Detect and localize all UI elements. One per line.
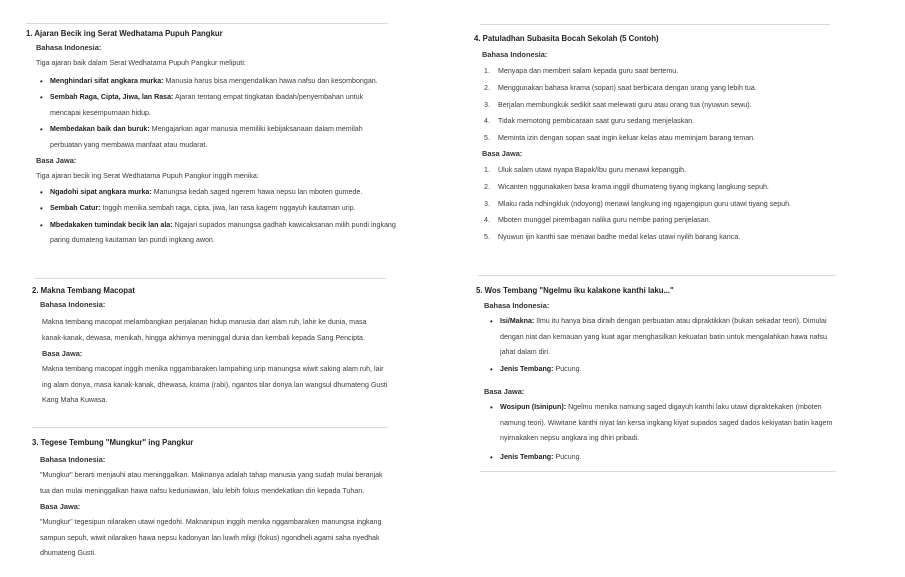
section-divider bbox=[480, 471, 836, 472]
item-text: Wicanten nggunakaken basa krama inggil dhumateng tiyang ingkang langkung sepuh. bbox=[498, 182, 769, 191]
item-text: Berjalan membungkuk sedikit saat melewati guru atau orang tua (nyuwun sewu). bbox=[498, 100, 752, 109]
section-divider bbox=[32, 427, 388, 428]
section-5-id-label: Bahasa Indonesia: bbox=[484, 301, 550, 310]
list-item bbox=[38, 122, 378, 153]
item-number: 4. bbox=[484, 216, 490, 225]
list-item bbox=[38, 90, 378, 121]
list-item bbox=[488, 362, 844, 378]
bullet-icon: • bbox=[490, 317, 493, 326]
item-text: Ajaran tentang empat tingkatan ibadah/penyembahan untuk mencapai kesempurnaan hidup. bbox=[50, 93, 364, 117]
item-text: Mengajarkan agar manusia memiliki kebijaksanaan dalam memilah perbuatan yang membawa manfaat atau mudarat. bbox=[50, 125, 363, 149]
section-1-title: 1. Ajaran Becik ing Serat Wedhatama Pupuh Pangkur bbox=[26, 29, 223, 38]
section-4-title: 4. Patuladhan Subasita Bocah Sekolah (5 Contoh) bbox=[474, 34, 659, 43]
list-item bbox=[484, 212, 864, 229]
section-1-jv-label: Basa Jawa: bbox=[36, 156, 77, 165]
section-3-id-label: Bahasa Indonesia: bbox=[40, 455, 106, 464]
item-number: 2. bbox=[484, 182, 490, 191]
section-divider bbox=[26, 23, 388, 24]
list-item bbox=[484, 229, 864, 246]
item-text: Inggih menika sembah raga, cipta, jiwa, lan rasa kagem nggayuh kautaman urip. bbox=[102, 204, 356, 212]
item-number: 4. bbox=[484, 117, 490, 126]
list-item bbox=[484, 162, 864, 179]
item-text: Tidak memotong pembicaraan saat guru sedang menjelaskan. bbox=[498, 117, 695, 126]
item-text: Manungsa kedah saged ngerem hawa nepsu lan mboten gumede. bbox=[153, 187, 363, 196]
item-term: Sembah Catur: bbox=[50, 204, 101, 212]
item-text: Menggunakan bahasa krama (sopan) saat berbicara dengan orang yang lebih tua. bbox=[498, 83, 757, 92]
section-1-jv-list bbox=[26, 185, 410, 249]
list-item bbox=[38, 185, 410, 201]
section-divider bbox=[480, 24, 830, 25]
item-number: 3. bbox=[484, 100, 490, 109]
section-3-jv-text: "Mungkur" tegesipun nilaraken utawi ngedohi. Maknanipun inggih menika nggambaraken manungsa ingkang sampun sepuh, wiwit nilaraken hawa nepsu kadonyan lan luwih mligi (fokus) ngondheli agami saha nyedhak dhumateng Gusti. bbox=[40, 518, 382, 557]
section-2-title: 2. Makna Tembang Macopat bbox=[32, 286, 135, 295]
bullet-icon: • bbox=[490, 403, 493, 412]
section-3 bbox=[32, 438, 402, 562]
bullet-icon: • bbox=[490, 364, 493, 374]
list-item bbox=[38, 74, 378, 90]
list-item bbox=[484, 113, 854, 130]
section-divider bbox=[34, 278, 386, 279]
section-2-id-text: Makna tembang macopat melambangkan perjalanan hidup manusia dari alam ruh, lahir ke dunia, masa kanak-kanak, dewasa, menikah, hingga akhirnya meninggal dunia dan kembali kepada Sang Pencipta. bbox=[42, 318, 367, 342]
list-item bbox=[488, 400, 848, 447]
list-item bbox=[484, 196, 864, 213]
section-5-jv-list bbox=[476, 400, 848, 465]
section-1-id-intro: Tiga ajaran baik dalam Serat Wedhatama Pupuh Pangkur meliputi: bbox=[36, 59, 246, 67]
item-number: 1. bbox=[484, 67, 490, 75]
list-item bbox=[484, 179, 864, 196]
section-3-jv-label: Basa Jawa: bbox=[40, 502, 81, 511]
section-2-id-label: Bahasa Indonesia: bbox=[40, 300, 106, 309]
list-item bbox=[38, 218, 410, 249]
section-4-id-list bbox=[474, 63, 854, 147]
list-item bbox=[484, 130, 854, 147]
section-5-jv-label: Basa Jawa: bbox=[484, 387, 525, 396]
section-4-jv-list bbox=[474, 162, 864, 246]
item-text: Uluk salam utawi nyapa Bapak/Ibu guru menawi kepanggih. bbox=[498, 165, 687, 174]
item-term: Jenis Tembang: bbox=[500, 364, 554, 373]
bullet-icon: • bbox=[40, 187, 43, 197]
list-item bbox=[484, 63, 854, 80]
list-item bbox=[488, 450, 848, 466]
bullet-icon: • bbox=[490, 452, 493, 462]
section-1-id-label: Bahasa Indonesia: bbox=[36, 43, 102, 52]
item-term: Sembah Raga, Cipta, Jiwa, lan Rasa: bbox=[50, 93, 174, 101]
section-2-jv-label: Basa Jawa: bbox=[42, 349, 83, 358]
bullet-icon: • bbox=[40, 204, 43, 213]
section-4-id-label: Bahasa Indonesia: bbox=[482, 50, 548, 59]
list-item bbox=[484, 80, 854, 97]
bullet-icon: • bbox=[40, 93, 43, 102]
section-1 bbox=[26, 29, 396, 250]
section-4 bbox=[474, 34, 854, 246]
section-3-id-text: "Mungkur" berarti menjauhi atau meninggalkan. Maknanya adalah tahap manusia yang sudah mulai beranjak tua dan mulai meninggalkan hawa nafsu keduniawian, lalu lebih fokus mendekatkan diri kepada Tuhan. bbox=[40, 471, 383, 495]
section-5 bbox=[476, 286, 856, 466]
item-number: 5. bbox=[484, 233, 490, 242]
item-text: Mboten munggel pirembagan nalika guru nembe paring penjelasan. bbox=[498, 216, 711, 225]
item-text: Manusia harus bisa mengendalikan hawa nafsu dan kesombongan. bbox=[165, 76, 378, 85]
item-term: Mbedakaken tumindak becik lan ala: bbox=[50, 220, 173, 229]
item-term: Wosipun (Isinipun): bbox=[500, 403, 567, 411]
list-item bbox=[488, 314, 844, 361]
section-4-jv-label: Basa Jawa: bbox=[482, 148, 523, 158]
item-text: Pucung. bbox=[555, 364, 582, 373]
item-term: Membedakan baik dan buruk: bbox=[50, 125, 150, 133]
item-number: 1. bbox=[484, 165, 490, 174]
section-1-id-list bbox=[26, 74, 378, 154]
item-text: Ilmu itu hanya bisa diraih dengan perbuatan atau dipraktikkan (bukan sekadar teori). Dimulai dengan niat dan kemauan yang kuat agar menghasilkan kekuatan batin untuk mengalahkan hawa nafsu jahat dalam diri. bbox=[500, 317, 827, 356]
section-2-jv-text: Makna tembang macopat inggih menika nggambaraken lampahing urip manungsa wiwit saking alam ruh, lair ing alam donya, masa kanak-kanak, dhewasa, krama (rabi), ngantos tilar donya lan wangsul dhumateng Gusti Kang Maha Kuwasa. bbox=[42, 365, 388, 404]
item-text: Meminta izin dengan sopan saat ingin keluar kelas atau meminjam barang teman. bbox=[498, 134, 756, 143]
section-2 bbox=[32, 286, 402, 409]
item-number: 2. bbox=[484, 83, 490, 92]
bullet-icon: • bbox=[40, 125, 43, 134]
item-text: Mlaku rada ndhingkluk (ndoyong) menawi langkung ing ngajengipun guru utawi tiyang sepuh. bbox=[498, 199, 792, 208]
item-number: 5. bbox=[484, 134, 490, 143]
list-item bbox=[484, 97, 854, 114]
item-text: Ngajari supados manungsa gadhah kawicaksanan milih pundi ingkang paring dumateng kautaman lan pundi ingkang awon. bbox=[50, 220, 396, 244]
section-5-id-list bbox=[476, 314, 844, 377]
bullet-icon: • bbox=[40, 76, 43, 86]
item-term: Menghindari sifat angkara murka: bbox=[50, 76, 164, 85]
item-text: Nyuwun ijin kanthi sae menawi badhe medal kelas utawi nyilih barang kanca. bbox=[498, 233, 741, 242]
section-divider bbox=[478, 275, 836, 276]
item-term: Isi/Makna: bbox=[500, 317, 535, 325]
item-text: Menyapa dan memberi salam kepada guru saat bertemu. bbox=[498, 67, 679, 75]
item-term: Jenis Tembang: bbox=[500, 452, 554, 461]
section-5-title: 5. Wos Tembang "Ngelmu iku kalakone kanthi laku..." bbox=[476, 286, 674, 295]
item-text: Pucung. bbox=[555, 452, 582, 461]
item-term: Ngadohi sipat angkara murka: bbox=[50, 187, 152, 196]
section-1-jv-intro: Tiga ajaran becik ing Serat Wedhatama Pupuh Pangkur inggih menika: bbox=[36, 172, 259, 180]
item-number: 3. bbox=[484, 199, 490, 208]
bullet-icon: • bbox=[40, 220, 43, 230]
item-text: Ngelmu menika namung saged digayuh kanthi laku utawi dipraktekaken (mboten namung teori). Wiwitane kanthi niyat lan kersa ingkang kiyat supados saged dados kekiyatan batin kagem nyirnakaken nepsu angkara ing dhiri pribadi. bbox=[500, 403, 833, 442]
list-item bbox=[38, 201, 410, 217]
section-3-title: 3. Tegese Tembung "Mungkur" ing Pangkur bbox=[32, 438, 194, 447]
